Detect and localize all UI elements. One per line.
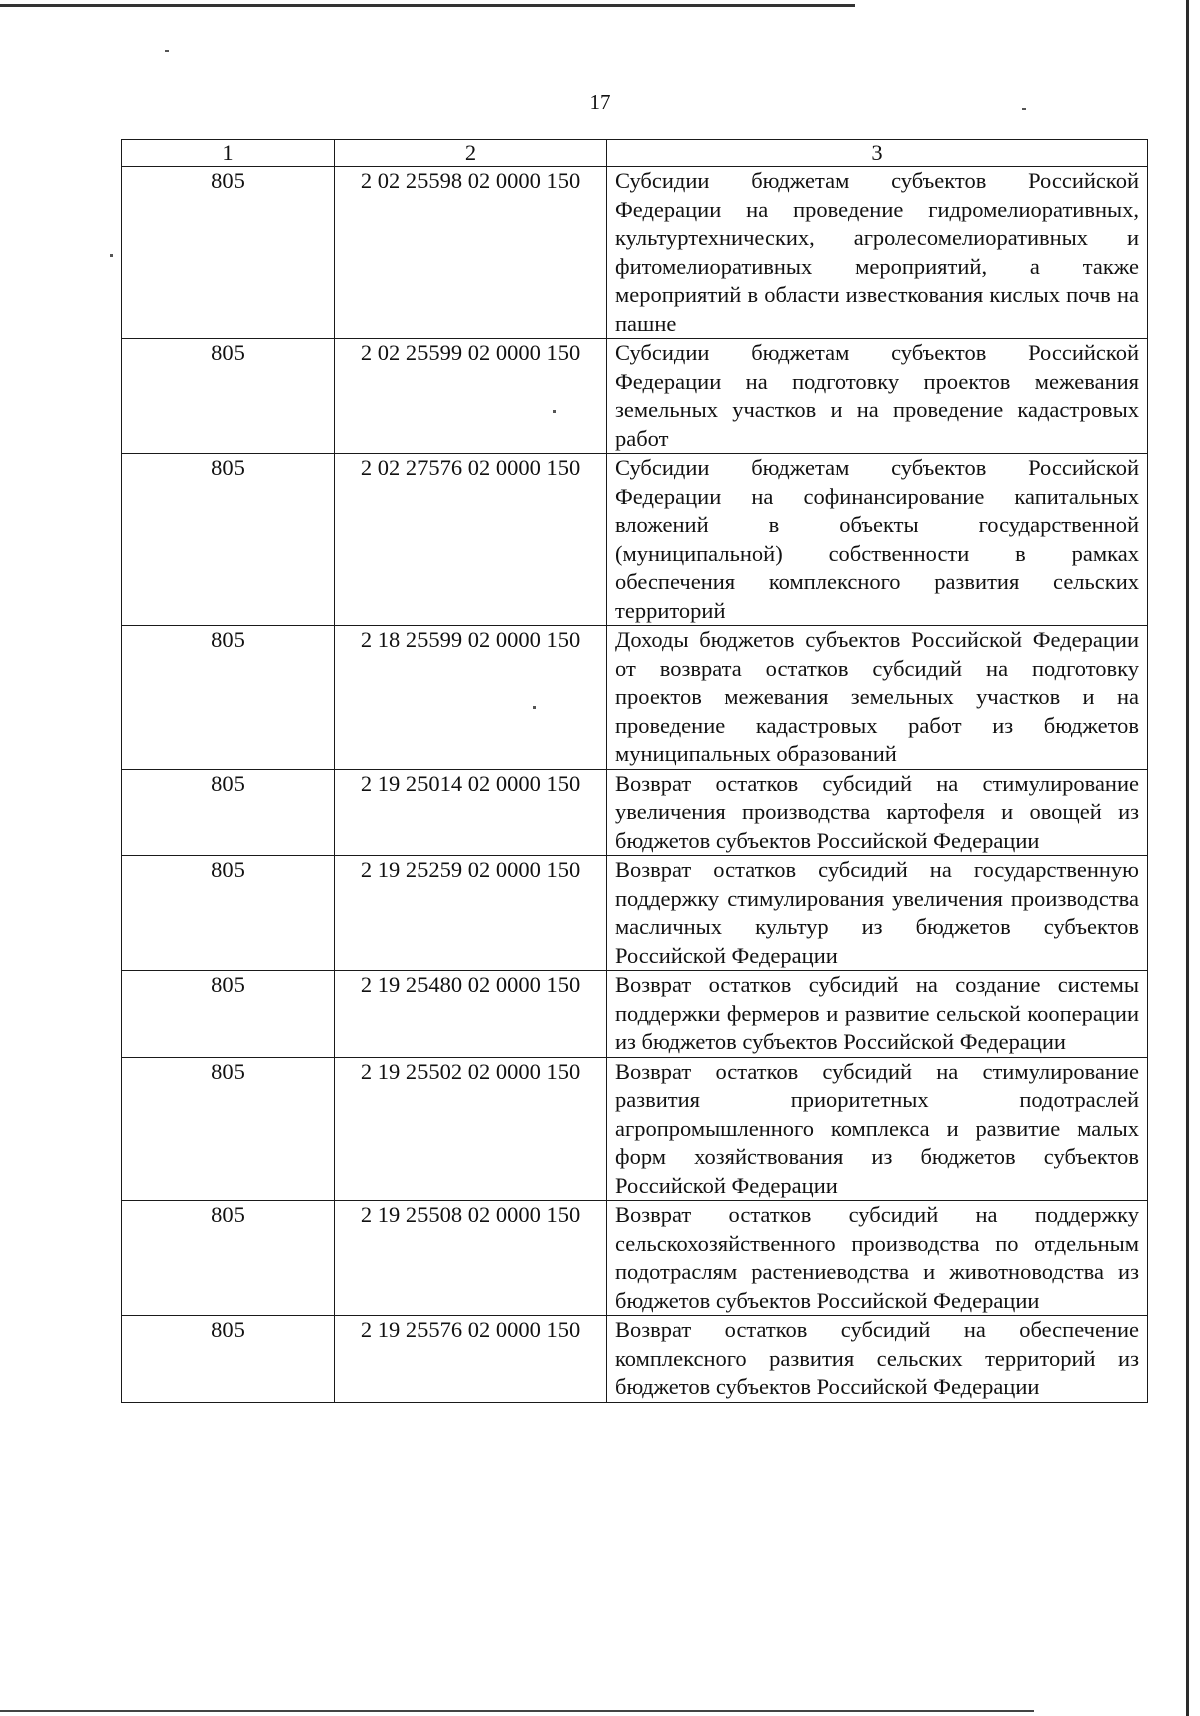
table-row <box>122 769 1148 856</box>
admin-code-cell: 805 <box>122 769 335 856</box>
revenue-name-cell: Субсидии бюджетам субъектов Российской Федерации на софинансирование капитальных вложений в объекты государственной (муниципальной) собственности в рамках обеспечения комплексного развития сельских территорий <box>607 454 1148 626</box>
admin-code-cell: 805 <box>122 1201 335 1316</box>
revenue-code-cell: 2 02 25599 02 0000 150 <box>335 339 607 454</box>
column-header-2: 2 <box>335 140 607 167</box>
scan-speck <box>110 254 113 257</box>
revenue-code-cell: 2 19 25259 02 0000 150 <box>335 856 607 971</box>
revenue-code-cell: 2 19 25508 02 0000 150 <box>335 1201 607 1316</box>
admin-code-cell: 805 <box>122 339 335 454</box>
revenue-code-cell: 2 19 25480 02 0000 150 <box>335 971 607 1058</box>
admin-code-cell: 805 <box>122 167 335 339</box>
admin-code-cell: 805 <box>122 971 335 1058</box>
revenue-name-cell: Субсидии бюджетам субъектов Российской Федерации на проведение гидромелиоративных, культуртехнических, агролесомелиоративных и фитомелиоративных мероприятий, а также мероприятий в области известкования кислых почв на пашне <box>607 167 1148 339</box>
revenue-name-cell: Доходы бюджетов субъектов Российской Федерации от возврата остатков субсидий на подготовку проектов межевания земельных участков и на проведение кадастровых работ из бюджетов муниципальных образований <box>607 626 1148 770</box>
scan-speck <box>165 50 169 52</box>
revenue-code-cell: 2 02 25598 02 0000 150 <box>335 167 607 339</box>
revenue-name-cell: Возврат остатков субсидий на стимулирование развития приоритетных подотраслей агропромышленного комплекса и развитие малых форм хозяйствования из бюджетов субъектов Российской Федерации <box>607 1057 1148 1201</box>
revenue-code-cell: 2 19 25576 02 0000 150 <box>335 1316 607 1403</box>
page-number: 17 <box>589 90 611 114</box>
column-header-1: 1 <box>122 140 335 167</box>
column-header-3: 3 <box>607 140 1148 167</box>
table-header-row <box>122 140 1148 167</box>
revenue-name-cell: Возврат остатков субсидий на создание системы поддержки фермеров и развитие сельской кооперации из бюджетов субъектов Российской Федерации <box>607 971 1148 1058</box>
table-row <box>122 856 1148 971</box>
admin-code-cell: 805 <box>122 1057 335 1201</box>
admin-code-cell: 805 <box>122 626 335 770</box>
scan-edge-bottom <box>0 1710 1034 1712</box>
revenue-code-cell: 2 19 25014 02 0000 150 <box>335 769 607 856</box>
admin-code-cell: 805 <box>122 454 335 626</box>
table-row <box>122 454 1148 626</box>
scan-edge-right <box>1186 0 1189 1716</box>
revenue-name-cell: Возврат остатков субсидий на стимулирование увеличения производства картофеля и овощей из бюджетов субъектов Российской Федерации <box>607 769 1148 856</box>
table-row <box>122 1201 1148 1316</box>
revenue-code-cell: 2 02 27576 02 0000 150 <box>335 454 607 626</box>
table-row <box>122 339 1148 454</box>
table-row <box>122 971 1148 1058</box>
admin-code-cell: 805 <box>122 1316 335 1403</box>
revenue-code-cell: 2 19 25502 02 0000 150 <box>335 1057 607 1201</box>
revenue-name-cell: Возврат остатков субсидий на поддержку сельскохозяйственного производства по отдельным подотраслям растениеводства и животноводства из бюджетов субъектов Российской Федерации <box>607 1201 1148 1316</box>
revenue-name-cell: Возврат остатков субсидий на обеспечение комплексного развития сельских территорий из бюджетов субъектов Российской Федерации <box>607 1316 1148 1403</box>
revenue-codes-table <box>121 139 1148 1403</box>
table-row <box>122 626 1148 770</box>
table-row <box>122 1057 1148 1201</box>
admin-code-cell: 805 <box>122 856 335 971</box>
table-row <box>122 1316 1148 1403</box>
revenue-name-cell: Возврат остатков субсидий на государственную поддержку стимулирования увеличения производства масличных культур из бюджетов субъектов Российской Федерации <box>607 856 1148 971</box>
scan-edge-top <box>0 4 855 7</box>
revenue-code-cell: 2 18 25599 02 0000 150 <box>335 626 607 770</box>
revenue-name-cell: Субсидии бюджетам субъектов Российской Федерации на подготовку проектов межевания земельных участков и на проведение кадастровых работ <box>607 339 1148 454</box>
table-row <box>122 167 1148 339</box>
